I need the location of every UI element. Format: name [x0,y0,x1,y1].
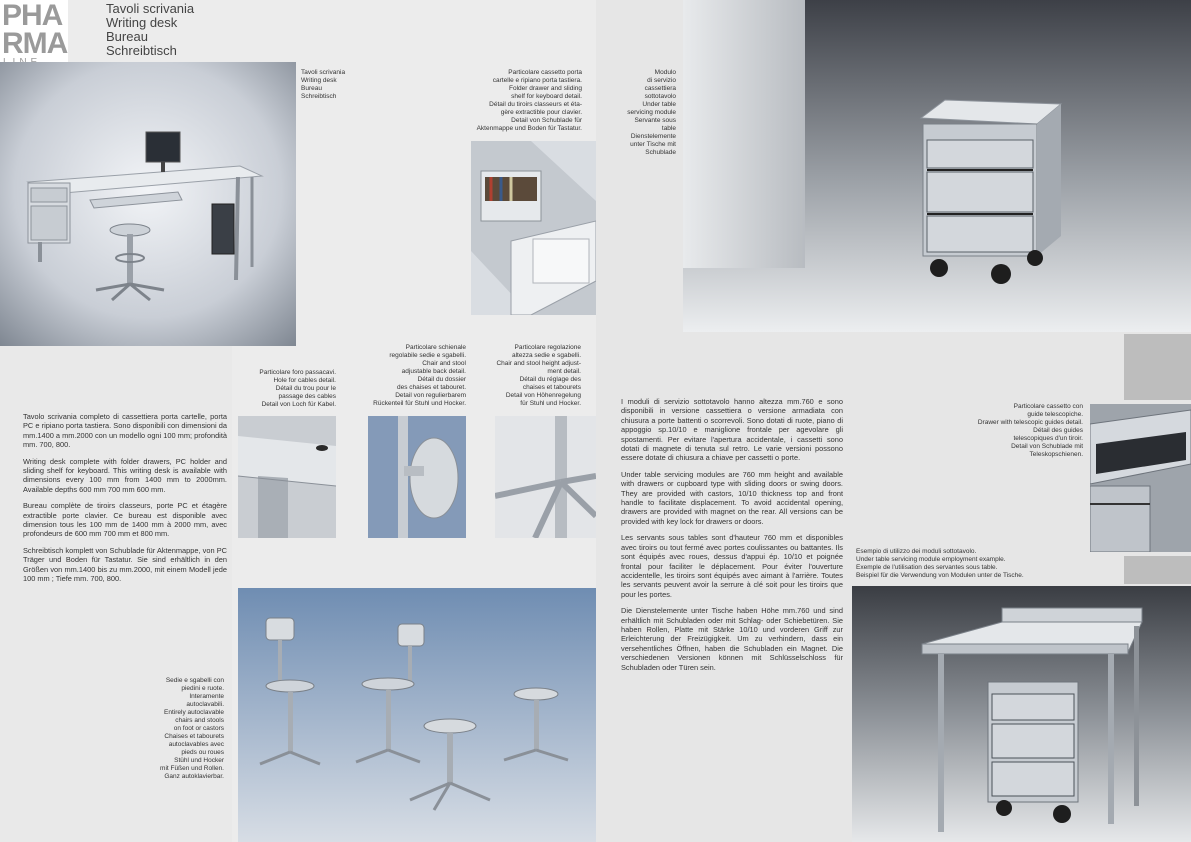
height-adjust-photo [495,416,596,538]
caption-desk: Tavoli scrivania Writing desk Bureau Schreibtisch [301,69,346,100]
logo-line-2: RMA [2,27,68,60]
caption-height: Particolare regolazione altezza sedie e sgabelli. Chair and stool height adjust- ment detail. Détail du réglage des chaises et tabourets Detail von Höhenregelung für Stuhl und Hocker. [496,344,581,407]
title-it: Tavoli scrivania [106,1,195,16]
backrest-photo [368,416,466,538]
caption-backrest: Particolare schienale regolabile sedie e sgabelli. Chair and stool adjustable back detail. Détail du dossier des chaises et tabouret. Detail von regulierbarem Rückenteil für Stuhl und Hocker. [373,344,466,407]
module-under-table-photo [852,586,1191,842]
accent-block-bottom [1124,556,1191,584]
telescopic-drawer-photo [1090,404,1191,552]
title-en: Writing desk [106,15,178,30]
caption-cable: Particolare foro passacavi. Hole for cables detail. Détail du trou pour le passage des cables Detail von Loch für Kabel. [259,369,336,408]
caption-example: Esempio di utilizzo dei moduli sottotavolo. Under table servicing module employment example. Exemple de l'utilisation des servantes sous table. Beispiel für die Verwendung von Modulen unter de Tische. [856,548,1024,579]
drawer-detail-photo [471,141,596,315]
cable-hole-photo [238,416,336,538]
module-description: I moduli di servizio sottotavolo hanno altezza mm.760 e sono disponibili in versione cassettiera o versione armadiata con chiusura a porte battenti o scorrevoli. Sono dotati di ruote, piano di appoggio sp.10/10 e maniglione frontale per agevolare gli spostamenti. Per evitare l'apertura accidentale, i cassetti sono dotati di magnete di tenuta sul retro. Le varie versioni possono essere dotate di chiusura a chiave per cassetti o porte. Under table servicing modules are 760 mm height and available with drawers or cupboard type with sliding doors or swing doors. They are provided with castors, 10/10 thickness top and front handle to facilitate displacement. To avoid accidental opening, drawers are provided with magnet on the rear. All versions can be provided with key lock for drawers or doors. Les servants sous tables sont d'hauteur 760 mm et disponibles avec tiroirs ou tout fermé avec portes coulissantes ou battantes. Ils sont équipés avec roues, dessus d'appui ép. 10/10 et poignée frontal pour faciliter le déplacement. Pour éviter l'ouverture accidentelle, les tiroirs sont équipés avec aimant à l'arrière. Toutes les servants peuvent avoir la serrure à clé soit pour les tiroirs que pour les portes. Die Dienstelemente unter Tische haben Höhe mm.760 und sind erhältlich mit Schubladen oder mit Schlag- oder Schiebetüren. Sie haben Rollen, Platte mit Stärke 10/10 und vorderen Griff zur Erleichterung der Freizügigkeit. Um zu verhindern, dass ein versehentliches Öffnen, haben die Schubladen ein Magnet. Die verschiedenen Versionen können mit Schlüsselschloss für Schubladen oder Türen sein. [621,397,843,672]
title-de: Schreibtisch [106,43,177,58]
section-titles [106,2,194,58]
caption-chairs: Sedie e sgabelli con piedini e ruote. Interamente autoclavabili. Entirely autoclavable chairs and stools on foot or castors Chaises et tabourets autoclavables avec pieds ou roues Stühl und Hocker mit Füßen und Rollen. Ganz autoklavierbar. [160,677,224,780]
accent-block-top [1124,334,1191,400]
logo-line-1: PHA [2,0,63,32]
caption-telescopic: Particolare cassetto con guide telescopiche. Drawer with telescopic guides detail. Détail des guides telescopiques d'un tiroir. Detail von Schublade mit Teleskopschienen. [977,403,1083,458]
desk-photo [0,62,296,346]
servicing-module-photo [683,0,1191,332]
title-fr: Bureau [106,29,148,44]
desk-description: Tavolo scrivania completo di cassettiera porta cartelle, porta PC e ripiano porta tastiera. Sono disponibili con dimensioni da mm.1400 a mm.2000 con un modello ogni 100 mm; profondità mm. 700, 800. Writing desk complete with folder drawers, PC holder and sliding shelf for keyboard. This writing desk is available with dimensions every 100 mm from 1400 mm to 2000mm. Available depths 600 mm 700 mm 600 mm. Bureau complète de tiroirs classeurs, porte PC et étagère extractible porte clavier. Ce bureau est disponible avec dimension tous les 100 mm de 1400 mm à 2000 mm, avec profondeurs de 600 mm 700 mm et 800 mm. Schreibtisch komplett von Schublade für Aktenmappe, von PC Träger und Boden für Tastatur. Sie sind erhältlich in den Größen von mm.1400 bis zu mm.2000, mit einem Modell jede 100 mm ; Tiefe mm. 700, 800. [23,412,227,584]
caption-module: Modulo di servizio cassettiera sottotavolo Under table servicing module Servante sous table Dienstelemente unter Tische mit Schublade [627,69,676,156]
chairs-stools-photo [238,588,596,842]
caption-drawer: Particolare cassetto porta cartelle e ripiano porta tastiera. Folder drawer and sliding shelf for keyboard detail. Détail du tiroirs classeurs et éta- gère extractible pour clavier. Detail von Schublade für Aktenmappe und Boden für Tastatur. [476,69,582,132]
